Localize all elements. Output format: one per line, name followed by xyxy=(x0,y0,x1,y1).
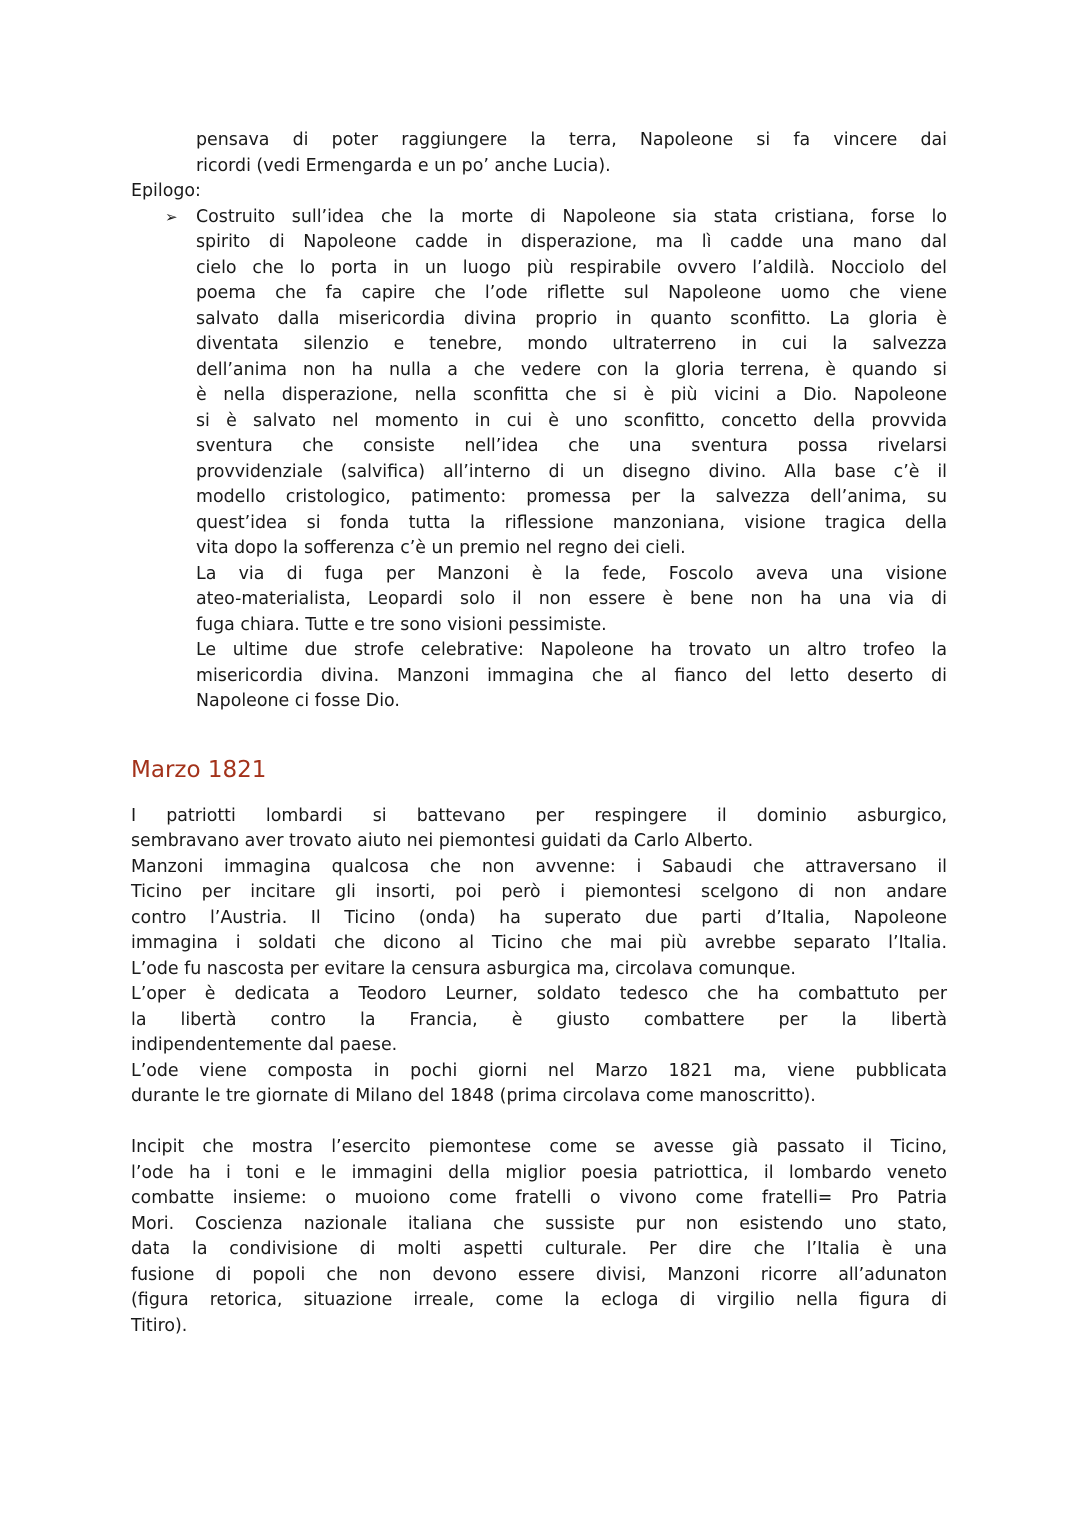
text-line: sembravano aver trovato aiuto nei piemontesi guidati da Carlo Alberto. xyxy=(131,831,754,851)
text-line: L’oper è dedicata a Teodoro Leurner, soldato tedesco che ha combattuto per xyxy=(131,984,947,1004)
text-line: poema che fa capire che l’ode riflette sul Napoleone uomo che viene xyxy=(196,283,947,303)
text-line: pensava di poter raggiungere la terra, Napoleone si fa vincere dai xyxy=(196,130,947,150)
text-line: durante le tre giornate di Milano del 1848 (prima circolava come manoscritto). xyxy=(131,1086,816,1106)
paragraph-gap xyxy=(131,1110,947,1136)
text-line: La via di fuga per Manzoni è la fede, Foscolo aveva una visione xyxy=(196,563,947,584)
paragraph xyxy=(131,1135,947,1339)
epilogo-label: Epilogo: xyxy=(131,181,201,201)
text-line: vita dopo la sofferenza c’è un premio nel regno dei cieli. xyxy=(196,538,686,558)
text-line: Ticino per incitare gli insorti, poi però i piemontesi scelgono di non andare xyxy=(131,882,947,902)
text-line: ateo-materialista, Leopardi solo il non essere è bene non ha una via di xyxy=(196,589,947,609)
text-line: misericordia divina. Manzoni immagina che al fianco del letto deserto di xyxy=(196,665,947,686)
arrow-bullet-icon: ➢ xyxy=(165,207,178,226)
text-line: provvidenziale (salvifica) all’interno di un disegno divino. Alla base c’è il xyxy=(196,461,947,482)
paragraph xyxy=(131,855,947,983)
text-line: Manzoni immagina qualcosa che non avvenne: i Sabaudi che attraversano il xyxy=(131,856,947,877)
document-page xyxy=(131,128,947,1339)
text-line: data la condivisione di molti aspetti culturale. Per dire che l’Italia è una xyxy=(131,1239,947,1259)
text-line: Napoleone ci fosse Dio. xyxy=(196,691,400,711)
text-line: diventata silenzio e tenebre, mondo ultraterreno in cui la salvezza xyxy=(196,334,947,354)
text-line: L’ode viene composta in pochi giorni nel Marzo 1821 ma, viene pubblicata xyxy=(131,1060,947,1081)
text-line: dell’anima non ha nulla a che vedere con la gloria terrena, è quando si xyxy=(196,359,947,380)
text-line: si è salvato nel momento in cui è uno sconfitto, concetto della provvida xyxy=(196,410,947,431)
text-line: Costruito sull’idea che la morte di Napoleone sia stata cristiana, forse lo xyxy=(196,206,947,227)
text-line: ricordi (vedi Ermengarda e un po’ anche Lucia). xyxy=(196,155,611,176)
continuation-paragraph xyxy=(196,128,947,179)
section-heading: Marzo 1821 xyxy=(131,756,267,783)
incipit-paragraph xyxy=(131,1135,947,1339)
paragraph xyxy=(196,638,947,715)
paragraph xyxy=(196,205,947,562)
marzo-1821-body xyxy=(131,804,947,1110)
paragraph xyxy=(196,562,947,639)
text-line: la libertà contro la Francia, è giusto combattere per la libertà xyxy=(131,1009,947,1030)
text-line: l’ode ha i toni e le immagini della miglior poesia patriottica, il lombardo veneto xyxy=(131,1162,947,1183)
text-line: Le ultime due strofe celebrative: Napoleone ha trovato un altro trofeo la xyxy=(196,640,947,660)
paragraph xyxy=(131,1059,947,1110)
text-line: combatte insieme: o muoiono come fratelli o vivono come fratelli= Pro Patria xyxy=(131,1188,947,1208)
text-line: sventura che consiste nell’idea che una sventura possa rivelarsi xyxy=(196,436,947,456)
paragraph xyxy=(196,128,947,179)
text-line: salvato dalla misericordia divina proprio in quanto sconfitto. La gloria è xyxy=(196,308,947,329)
text-line: I patriotti lombardi si battevano per respingere il dominio asburgico, xyxy=(131,805,947,826)
text-line: fuga chiara. Tutte e tre sono visioni pessimiste. xyxy=(196,614,607,635)
text-line: spirito di Napoleone cadde in disperazione, ma lì cadde una mano dal xyxy=(196,232,947,252)
text-line: L’ode fu nascosta per evitare la censura asburgica ma, circolava comunque. xyxy=(131,958,796,979)
text-line: fusione di popoli che non devono essere divisi, Manzoni ricorre all’adunaton xyxy=(131,1264,947,1285)
text-line: modello cristologico, patimento: promessa per la salvezza dell’anima, su xyxy=(196,487,947,507)
paragraph xyxy=(131,982,947,1059)
text-line: cielo che lo porta in un luogo più respirabile ovvero l’aldilà. Nocciolo del xyxy=(196,257,947,278)
text-line: (figura retorica, situazione irreale, come la ecloga di virgilio nella figura di xyxy=(131,1290,947,1310)
text-line: Incipit che mostra l’esercito piemontese come se avesse già passato il Ticino, xyxy=(131,1137,947,1157)
text-line: è nella disperazione, nella sconfitta che si è più vicini a Dio. Napoleone xyxy=(196,385,947,405)
text-line: Mori. Coscienza nazionale italiana che sussiste pur non esistendo uno stato, xyxy=(131,1213,947,1234)
text-line: quest’idea si fonda tutta la riflessione manzoniana, visione tragica della xyxy=(196,512,947,533)
text-line: contro l’Austria. Il Ticino (onda) ha superato due parti d’Italia, Napoleone xyxy=(131,907,947,928)
text-line: immagina i soldati che dicono al Ticino che mai più avrebbe separato l’Italia. xyxy=(131,933,947,953)
text-line: Titiro). xyxy=(131,1315,188,1336)
text-line: indipendentemente dal paese. xyxy=(131,1035,398,1055)
epilogo-bullet-item xyxy=(131,205,947,715)
epilogo-body xyxy=(196,205,947,715)
paragraph xyxy=(131,804,947,855)
